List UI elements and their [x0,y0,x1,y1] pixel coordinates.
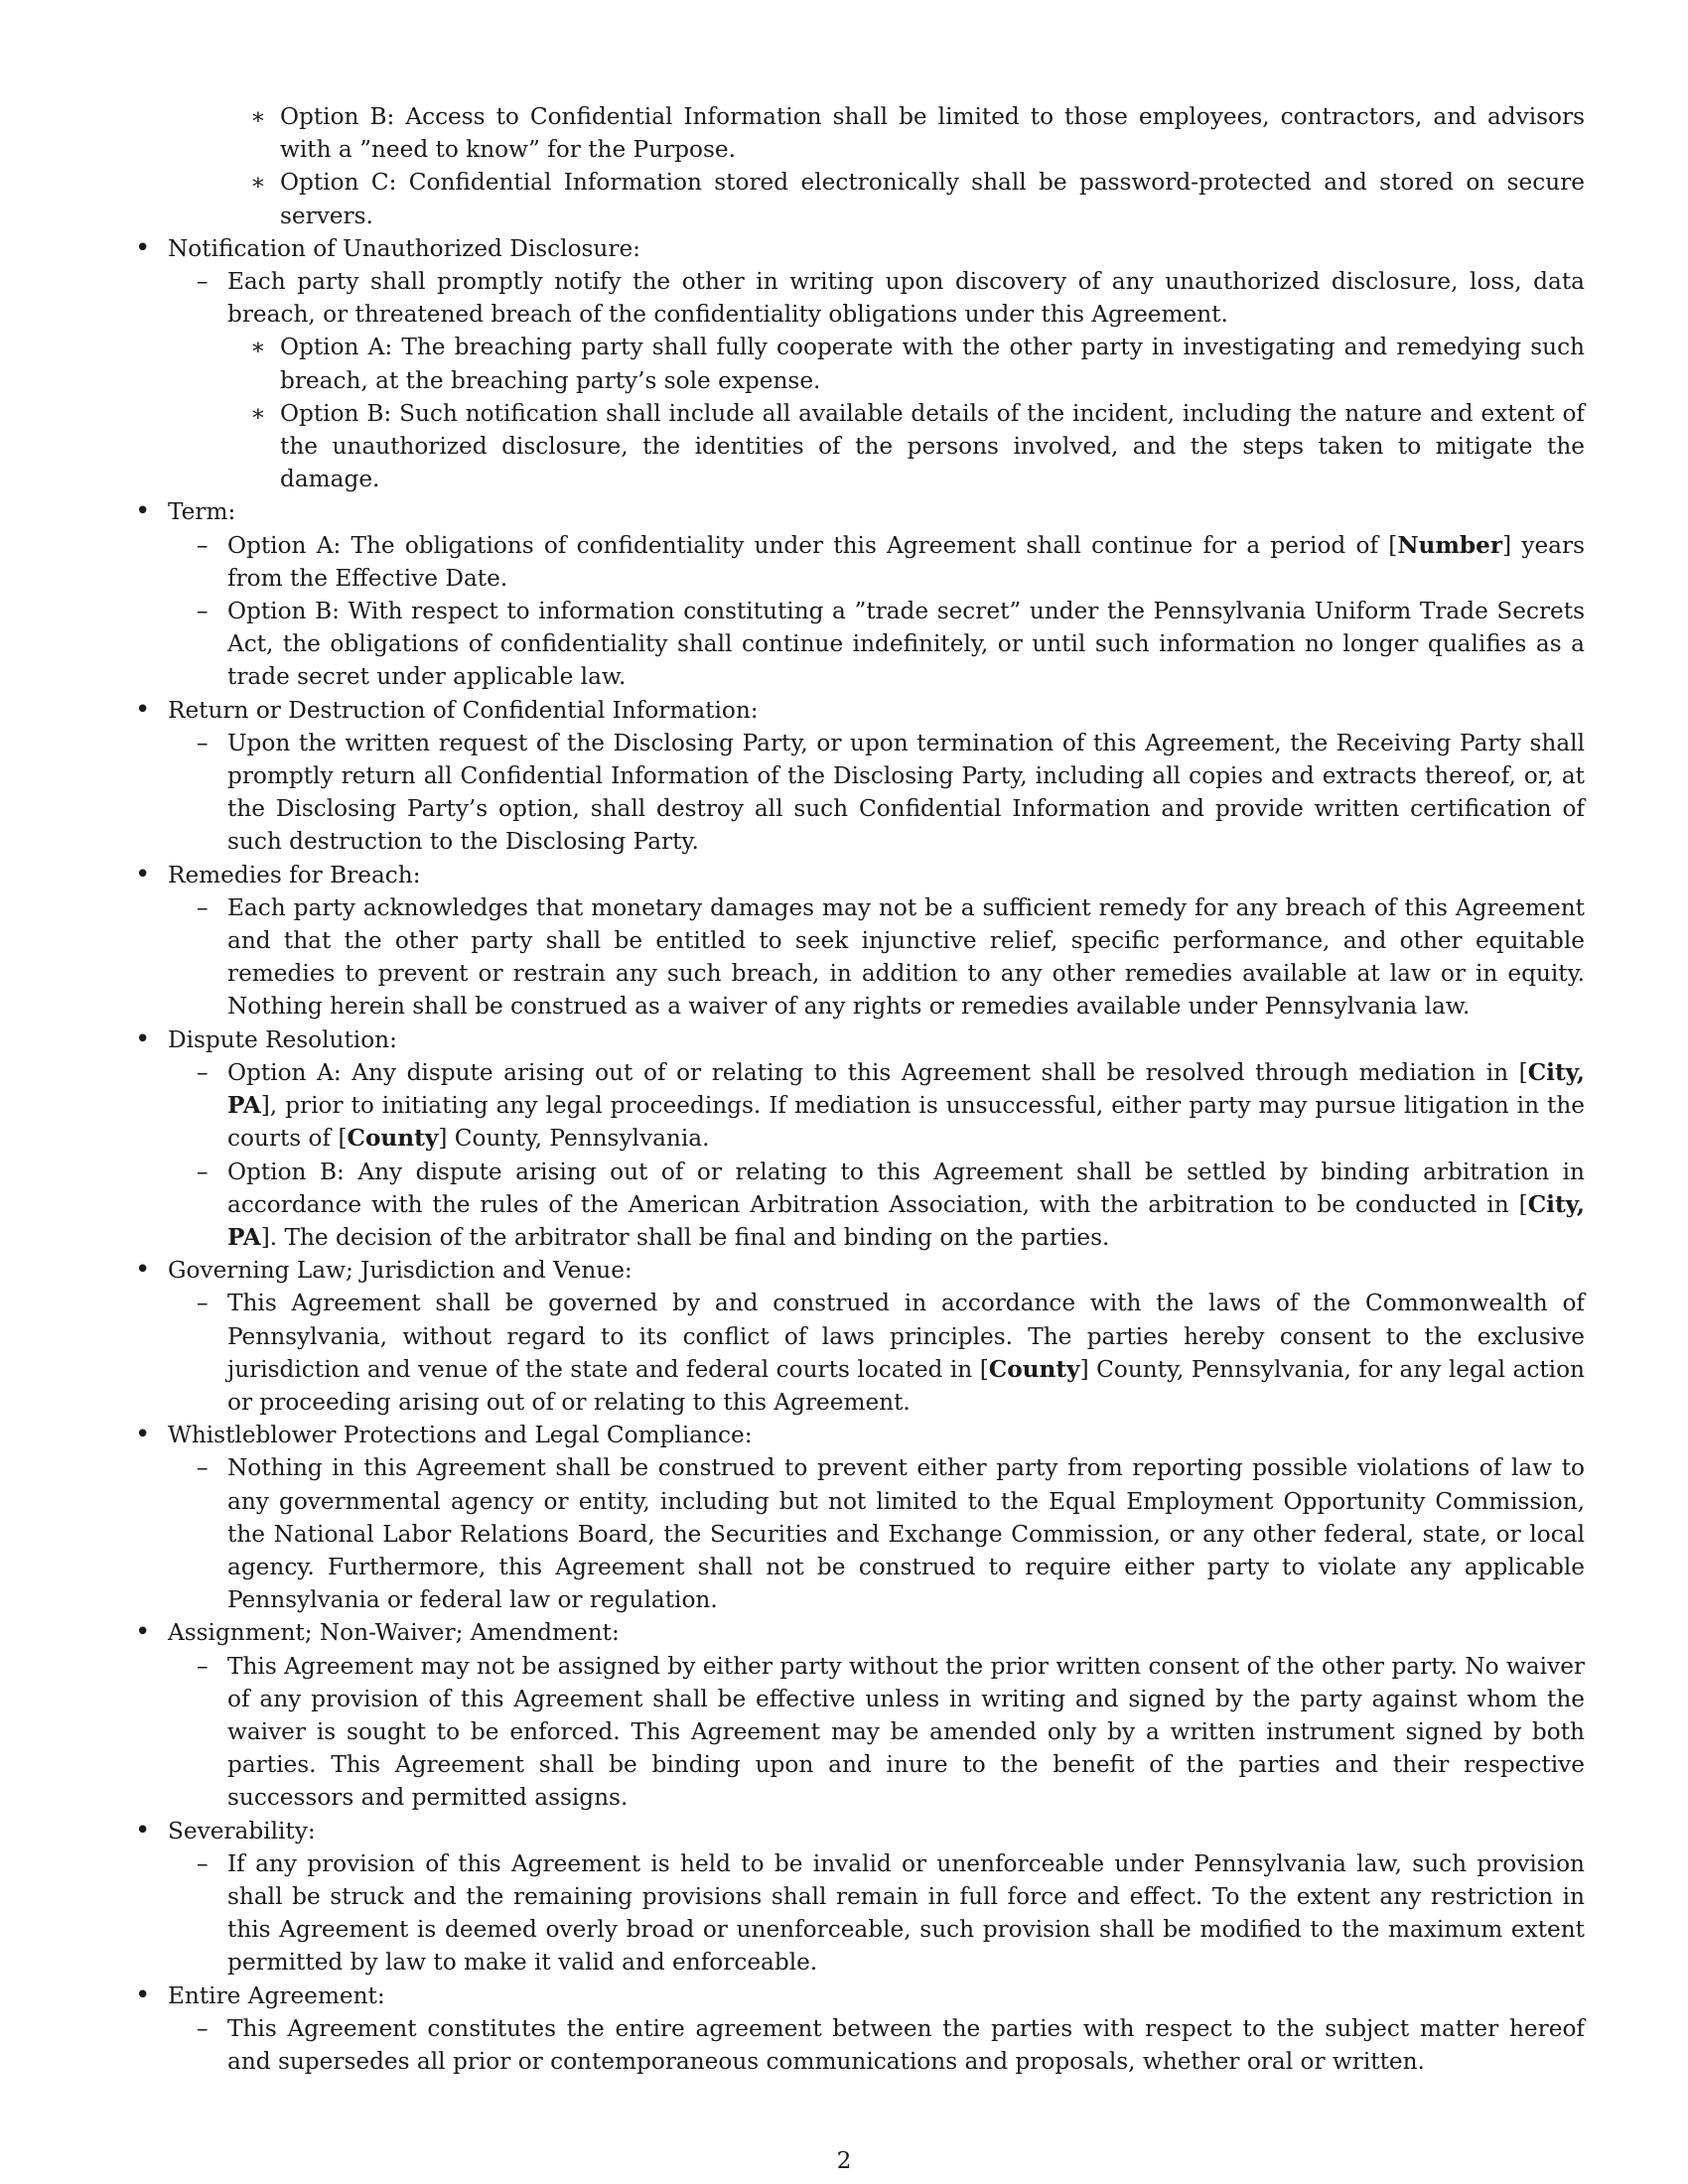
option-item [133,100,1585,166]
section-heading-item [133,694,1585,727]
item-text: This Agreement may not be assigned by either party without the prior written consent of the other party. No waiver of any provision of this Agreement shall be effective unless in writing and signed by the party against whom the waiver is sought to be enforced. This Agreement may be amended only by a written instrument signed by both parties. This Agreement shall be binding upon and inure to the benefit of the parties and their respective successors and permitted assigns. [227,1652,1585,1812]
clause-item [133,727,1585,859]
bullet-marker: • [135,1979,151,2010]
bullet-marker: • [135,859,151,889]
asterisk-marker: ∗ [250,334,266,361]
item-text: This Agreement constitutes the entire agreement between the parties with respect to the subject matter hereof and supersedes all prior or contemporaneous communications and proposals, whether oral or written. [227,2014,1585,2075]
clause-item [133,529,1585,595]
clause-item [133,1156,1585,1255]
bullet-marker: • [135,1024,151,1054]
item-text: This Agreement shall be governed by and construed in accordance with the laws of the Commonwealth of Pennsylvania, without regard to its conflict of laws principles. The parties hereby consent to the exclusive jurisdiction and venue of the state and federal courts located in [County] County, Pennsylvania, for any legal action or proceeding arising out of or relating to this Agreement. [227,1290,1585,1416]
item-text: Option B: Any dispute arising out of or relating to this Agreement shall be settled by binding arbitration in accordance with the rules of the American Arbitration Association, with the arbitration to be conducted in [City, PA]. The decision of the arbitrator shall be final and binding on the parties. [227,1158,1585,1251]
section-heading-item [133,859,1585,891]
placeholder-field: Number [1397,531,1503,559]
item-text: Whistleblower Protections and Legal Compliance: [168,1422,753,1449]
clause-item [133,265,1585,331]
clause-item [133,1056,1585,1156]
bullet-marker: • [135,232,151,263]
section-heading-item [133,1815,1585,1847]
section-heading-item [133,1024,1585,1056]
bullet-marker: • [135,1255,151,1286]
item-text: Severability: [168,1817,316,1844]
option-item [133,397,1585,496]
item-text: Option B: With respect to information constituting a ”trade secret” under the Pennsylvania Uniform Trade Secrets Act, the obligations of confidentiality shall continue indefinitely, or until such information no longer qualifies as a trade secret under applicable law. [227,598,1585,691]
item-text: Return or Destruction of Confidential Information: [168,696,759,724]
item-text: Governing Law; Jurisdiction and Venue: [168,1257,633,1285]
bullet-marker: • [135,1420,151,1450]
section-heading-item [133,1616,1585,1649]
document-body [133,100,1585,2078]
placeholder-field: City, PA [227,1190,1585,1251]
item-text: Option A: The obligations of confidentiality under this Agreement shall continue for a period of [Number] years from the Effective Date. [227,531,1585,592]
asterisk-marker: ∗ [250,103,266,130]
item-text: Dispute Resolution: [168,1025,397,1053]
bullet-marker: • [135,694,151,725]
dash-marker: – [197,1290,209,1317]
item-text: Entire Agreement: [168,1981,385,2009]
dash-marker: – [197,729,209,756]
bullet-marker: • [135,1815,151,1845]
clause-item [133,1287,1585,1419]
clause-item [133,1650,1585,1815]
item-text: Option C: Confidential Information stored electronically shall be password-protected and stored on secure servers. [280,169,1585,229]
bullet-marker: • [135,496,151,527]
clause-item [133,1847,1585,1979]
clause-item [133,1451,1585,1616]
item-text: Nothing in this Agreement shall be construed to prevent either party from reporting possible violations of law to any governmental agency or entity, including but not limited to the Equal Employment Opportunity Commission, the National Labor Relations Board, the Securities and Exchange Commission, or any other federal, state, or local agency. Furthermore, this Agreement shall not be construed to require either party to violate any applicable Pennsylvania or federal law or regulation. [227,1454,1585,1614]
item-text: Upon the written request of the Disclosing Party, or upon termination of this Agreement, the Receiving Party shall promptly return all Confidential Information of the Disclosing Party, including all copies and extracts thereof, or, at the Disclosing Party’s option, shall destroy all such Confidential Information and provide written certification of such destruction to the Disclosing Party. [227,729,1585,856]
dash-marker: – [197,2014,209,2042]
dash-marker: – [197,893,209,921]
asterisk-marker: ∗ [250,399,266,427]
section-heading-item [133,232,1585,265]
dash-marker: – [197,1652,209,1680]
item-text: Term: [168,498,236,526]
clause-item [133,891,1585,1024]
dash-marker: – [197,598,209,625]
item-text: Each party acknowledges that monetary damages may not be a sufficient remedy for any breach of this Agreement and that the other party shall be entitled to seek injunctive relief, specific performance, and other equitable remedies to prevent or restrain any such breach, in addition to any other remedies available at law or in equity. Nothing herein shall be construed as a waiver of any rights or remedies available under Pennsylvania law. [227,893,1585,1021]
dash-marker: – [197,268,209,296]
item-text: Each party shall promptly notify the other in writing upon discovery of any unauthorized disclosure, loss, data breach, or threatened breach of the confidentiality obligations under this Agreement. [227,268,1585,329]
section-heading-item [133,1979,1585,2012]
page-number: 2 [836,2147,852,2174]
placeholder-field: County [347,1125,439,1153]
bullet-marker: • [135,1617,151,1648]
placeholder-field: City, PA [227,1058,1585,1120]
clause-item [133,595,1585,694]
option-item [133,166,1585,231]
item-text: Option B: Access to Confidential Information shall be limited to those employees, contractors, and advisors with a ”need to know” for the Purpose. [280,103,1585,164]
clause-item [133,2012,1585,2078]
item-text: Assignment; Non-Waiver; Amendment: [168,1619,620,1647]
dash-marker: – [197,1058,209,1086]
section-heading-item [133,1419,1585,1451]
asterisk-marker: ∗ [250,169,266,197]
section-heading-item [133,495,1585,528]
placeholder-field: County [988,1355,1080,1383]
dash-marker: – [197,1849,209,1877]
item-text: Option A: The breaching party shall fully cooperate with the other party in investigating and remedying such breach, at the breaching party’s sole expense. [280,334,1585,394]
item-text: Option B: Such notification shall include all available details of the incident, including the nature and extent of the unauthorized disclosure, the identities of the persons involved, and the steps taken to mitigate the damage. [280,399,1585,493]
item-text: Remedies for Breach: [168,861,421,888]
dash-marker: – [197,1454,209,1482]
dash-marker: – [197,531,209,559]
item-text: Option A: Any dispute arising out of or relating to this Agreement shall be resolved through mediation in [City, PA], prior to initiating any legal proceedings. If mediation is unsuccessful, either party may pursue litigation in the courts of [County] County, Pennsylvania. [227,1058,1585,1153]
dash-marker: – [197,1158,209,1185]
option-item [133,331,1585,396]
item-text: If any provision of this Agreement is held to be invalid or unenforceable under Pennsylvania law, such provision shall be struck and the remaining provisions shall remain in full force and effect. To the extent any restriction in this Agreement is deemed overly broad or unenforceable, such provision shall be modified to the maximum extent permitted by law to make it valid and enforceable. [227,1849,1585,1977]
item-text: Notification of Unauthorized Disclosure: [168,234,640,262]
section-heading-item [133,1254,1585,1287]
